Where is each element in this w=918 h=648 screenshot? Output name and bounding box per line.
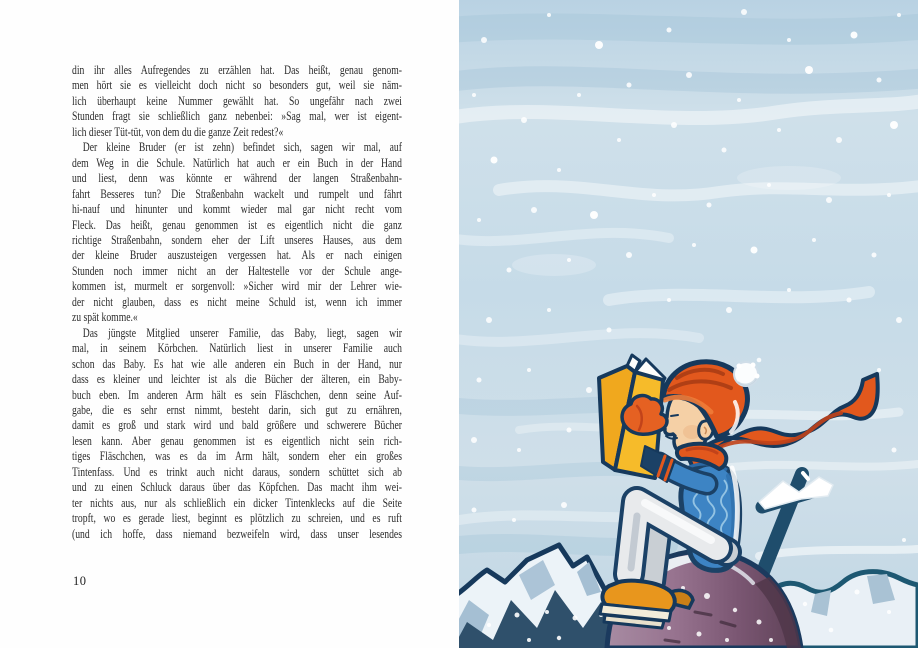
snowflake <box>477 218 481 222</box>
snowflake <box>777 128 781 132</box>
snowflake <box>902 538 906 542</box>
text-line: kommen ist, murmelt er sorgenvoll: »Sicher wird mir der Lehrer wie- <box>72 279 402 294</box>
snowflake <box>787 288 791 292</box>
snowflake <box>896 317 902 323</box>
snowflake <box>707 203 712 208</box>
snowflake <box>567 428 572 433</box>
text-line: schon das Baby. Es hat wie alle anderen ein Buch in der Hand, nur <box>72 356 402 371</box>
text-line: lich überhaupt keine Nummer gewählt hat. So ungefähr nach zwei <box>72 93 402 108</box>
boot <box>600 581 675 628</box>
snowflake <box>667 28 672 33</box>
snowflake <box>626 252 632 258</box>
snowflake <box>890 121 898 129</box>
paragraph <box>72 63 402 140</box>
snowflake <box>561 502 567 508</box>
snowflake <box>671 122 677 128</box>
snowflake <box>512 518 516 522</box>
snowflake <box>491 157 498 164</box>
text-line: damit es groß und stark wird und bald größere und schwerere Bücher <box>72 418 402 433</box>
text-line: der nicht glauben, dass es nicht meine Schuld ist, wenn ich immer <box>72 294 402 309</box>
text-line: Fleck. Das heißt, genau genommen ist es eigentlich nicht die ganz <box>72 217 402 232</box>
snowflake <box>692 243 696 247</box>
snowflake <box>892 448 897 453</box>
text-line: tropft, wo es gerade liest, beginnt es plötzlich zu schreien, und es ruft <box>72 511 402 526</box>
snowflake <box>607 328 612 333</box>
snowflake <box>805 66 813 74</box>
text-line: Stunden fragt sie schließlich ganz nebenbei: »Sag mal, wer ist eigent- <box>72 109 402 124</box>
text-line: zu spät komme.« <box>72 310 138 325</box>
snowflake <box>872 253 877 258</box>
snowflake <box>567 258 571 262</box>
text-line: fahrt Besseres tun? Die Straßenbahn wackelt und rumpelt und fährt <box>72 186 402 201</box>
snowflake <box>617 138 621 142</box>
snowflake <box>517 448 521 452</box>
snowflake <box>722 148 727 153</box>
snowflake <box>627 83 632 88</box>
text-line: dass es kleiner und leichter ist als die Bücher der älteren, ein Baby- <box>72 372 402 387</box>
text-line: din ihr alles Aufregendes zu erzählen hat. Das heißt, genau genom- <box>72 63 402 77</box>
summit-illustration <box>459 0 918 648</box>
text-line: ter nichts aus, nur als schließlich ein dicker Tintenklecks auf die Seite <box>72 495 402 510</box>
snowflake <box>527 368 531 372</box>
snowflake <box>472 93 476 97</box>
right-page <box>459 0 918 648</box>
snowflake <box>826 197 832 203</box>
eye <box>671 415 678 416</box>
text-line: gabe, die es sehr ernst nimmt, besteht darin, sich gut zu ernähren, <box>72 402 402 417</box>
snowflake <box>836 137 842 143</box>
text-line: der kleine Bruder auszusteigen vergessen hat. Als er nach einigen <box>72 248 402 263</box>
snowflake <box>887 193 891 197</box>
snowflake <box>737 98 741 102</box>
text-line: lesen kann. Aber genau genommen ist es eigentlich nicht sein rich- <box>72 433 402 448</box>
text-line: und liest, denn was könnte er während der langen Straßenbahn- <box>72 171 402 186</box>
snowflake <box>877 368 881 372</box>
snowflake <box>521 117 527 123</box>
snowflake <box>812 238 816 242</box>
snowflake <box>531 207 537 213</box>
text-line: tiges Fläschchen, was es da im Arm hält, sondern eher ein großes <box>72 449 402 464</box>
snowflake <box>486 317 492 323</box>
snowflake <box>686 72 692 78</box>
snowflake <box>547 308 551 312</box>
pompom <box>734 362 760 386</box>
snowflake <box>577 93 581 97</box>
snowflake <box>847 298 852 303</box>
text-line: mal, in seinem Körbchen. Natürlich liest in unserer Familie auch <box>72 341 402 356</box>
text-line: buch eben. Im anderen Arm hält es sein Fläschchen, denn seine Auf- <box>72 387 402 402</box>
snowflake <box>590 211 598 219</box>
snowflake <box>472 508 477 513</box>
body-text <box>72 63 402 542</box>
snowflake <box>767 183 771 187</box>
text-line: Der kleine Bruder (er ist zehn) befindet sich, sagen wir mal, auf <box>82 140 402 155</box>
text-line: (und ich hoffe, dass niemand bezweifeln wird, dass unser lesendes <box>72 526 402 541</box>
snowflake <box>547 13 551 17</box>
text-line: Stunden noch immer nicht an der Haltestelle vor der Schule ange- <box>72 263 402 278</box>
snowflake <box>757 358 762 363</box>
snowflake <box>557 168 561 172</box>
snowflake <box>481 37 487 43</box>
text-line: richtige Straßenbahn, sondern eher der Lift unseres Hauses, aus dem <box>72 232 402 247</box>
snowflake <box>741 9 747 15</box>
text-line: und zu einen Schluck daraus über das Köpfchen. Das macht ihm wei- <box>72 480 402 495</box>
paragraph <box>72 140 402 325</box>
snowflake <box>652 193 656 197</box>
snowflake <box>667 298 671 302</box>
page-number: 10 <box>73 574 87 588</box>
snowflake <box>471 437 477 443</box>
text-line: dem Weg in die Schule. Natürlich hat auch er ein Buch in der Hand <box>72 155 402 170</box>
snowflake <box>507 268 512 273</box>
snowflake <box>877 78 882 83</box>
snowflake <box>595 41 603 49</box>
snowflake <box>851 32 858 39</box>
text-line: hi-nauf und hinunter und kommt wieder mal gar nicht recht vom <box>72 202 402 217</box>
text-line: Das jüngste Mitglied unserer Familie, das Baby, liegt, sagen wir <box>82 325 402 340</box>
snowflake <box>787 38 791 42</box>
text-line: men hört sie es vielleicht doch nicht so besonders gut, weil sie näm- <box>72 78 402 93</box>
snowflake <box>751 247 758 254</box>
snowflake <box>726 307 732 313</box>
text-line: lich dieser Tüt-tüt, von dem du die ganze Zeit redest?« <box>72 124 284 139</box>
snowflake <box>477 378 482 383</box>
snowflake <box>586 387 592 393</box>
snowflake <box>897 13 901 17</box>
paragraph <box>72 326 402 542</box>
text-line: Tintenfass. Und es trinkt auch nicht daraus, sondern schüttet sich ab <box>72 464 402 479</box>
